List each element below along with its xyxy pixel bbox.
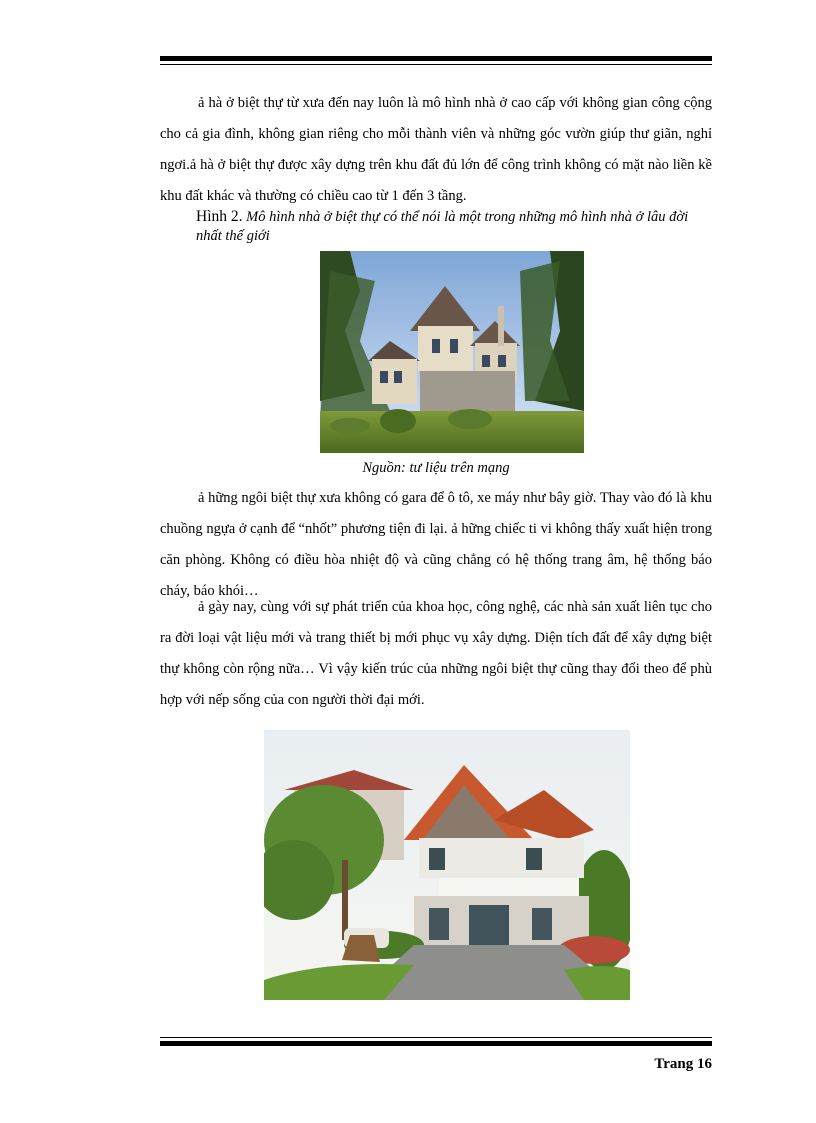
figure-source: Nguồn: tư liệu trên mạng: [362, 460, 510, 476]
header-rule-thick: [160, 56, 712, 61]
page-number: Trang 16: [654, 1056, 712, 1072]
villa-photo-old: [320, 251, 584, 453]
footer-rule-thin: [160, 1037, 712, 1038]
paragraph-2: ả hững ngôi biệt thự xưa không có gara để ô tô, xe máy như bây giờ. Thay vào đó là khu chuồng ngựa ở cạnh để “nhốt” phương tiện đi lại. ả hững chiếc ti vi không thấy xuất hiện trong căn phòng. Không có điều hòa nhiệt độ và cũng chẳng có hệ thống trang âm, hệ thống báo cháy, báo khói…: [160, 490, 712, 599]
villa-photo-modern: [264, 730, 630, 1000]
paragraph-1: ả hà ở biệt thự từ xưa đến nay luôn là mô hình nhà ở cao cấp với không gian công cộng cho cả gia đình, không gian riêng cho mỗi thành viên và những góc vườn giúp thư giãn, nghỉ ngơi.ả hà ở biệt thự được xây dựng trên khu đất đủ lớn để công trình không có mặt nào liền kề khu đất khác và thường có chiều cao từ 1 đến 3 tầng.: [160, 95, 712, 204]
figure-caption: [196, 207, 716, 246]
paragraph-3: ả gày nay, cùng với sự phát triển của khoa học, công nghệ, các nhà sản xuất liên tục cho ra đời loại vật liệu mới và trang thiết bị mới phục vụ xây dựng. Diện tích đất để xây dựng biệt thự không còn rộng nữa… Vì vậy kiến trúc của những ngôi biệt thự cũng thay đổi theo để phù hợp với nếp sống của con người thời đại mới.: [160, 599, 712, 708]
figure-caption-text: Mô hình nhà ở biệt thự có thể nói là một trong những mô hình nhà ở lâu đời nhất thế giới: [196, 209, 689, 244]
footer-rule-thick: [160, 1041, 712, 1046]
figure-number: Hình 2.: [196, 208, 243, 225]
header-rule-thin: [160, 64, 712, 65]
